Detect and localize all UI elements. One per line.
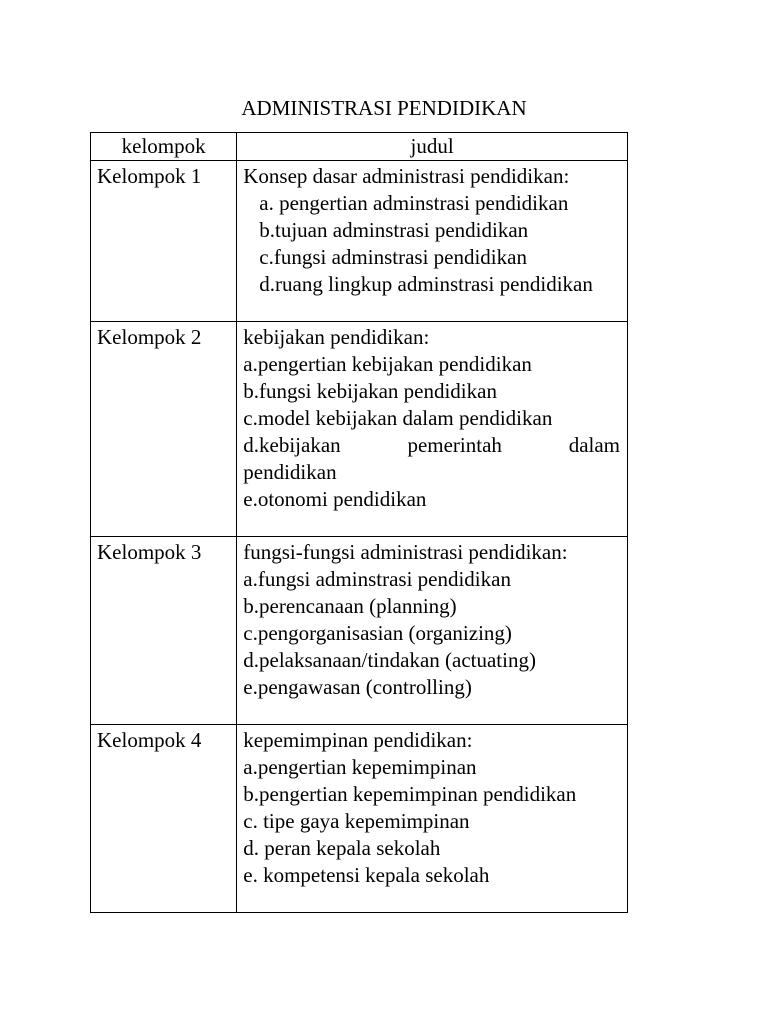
group-name-cell: Kelompok 2: [91, 322, 237, 537]
table-row: [91, 725, 628, 913]
topic-heading: Konsep dasar administrasi pendidikan:: [243, 164, 570, 188]
document-title: ADMINISTRASI PENDIDIKAN: [241, 96, 527, 120]
topic-item: b.tujuan adminstrasi pendidikan: [259, 218, 529, 242]
topic-heading: kebijakan pendidikan:: [243, 325, 430, 349]
table-row: [91, 161, 628, 322]
group-name-cell: Kelompok 4: [91, 725, 237, 913]
topic-item: a. pengertian adminstrasi pendidikan: [259, 191, 569, 215]
topic-item: e.pengawasan (controlling): [243, 675, 472, 699]
topic-item: b.perencanaan (planning): [243, 594, 457, 618]
topic-item-justified: [243, 432, 620, 459]
topic-item: b.fungsi kebijakan pendidikan: [243, 379, 497, 403]
topic-item: d. peran kepala sekolah: [243, 836, 441, 860]
justified-word: d.kebijakan: [243, 433, 341, 457]
group-name-cell: Kelompok 1: [91, 161, 237, 322]
topic-item: a.pengertian kepemimpinan: [243, 755, 477, 779]
topic-item-continuation: pendidikan: [243, 460, 337, 484]
topic-item: a.pengertian kebijakan pendidikan: [243, 352, 532, 376]
table-row: [91, 322, 628, 537]
topic-item: e. kompetensi kepala sekolah: [243, 863, 490, 887]
topic-item: c.pengorganisasian (organizing): [243, 621, 512, 645]
topic-cell: [237, 322, 628, 537]
justified-word: dalam: [568, 433, 620, 457]
group-topic-table: [90, 132, 628, 913]
topic-item: c.fungsi adminstrasi pendidikan: [259, 245, 527, 269]
topic-item: d.pelaksanaan/tindakan (actuating): [243, 648, 536, 672]
topic-heading: kepemimpinan pendidikan:: [243, 728, 473, 752]
topic-cell: [237, 537, 628, 725]
topic-item: a.fungsi adminstrasi pendidikan: [243, 567, 511, 591]
table-row: [91, 537, 628, 725]
table-header-row: [91, 133, 628, 161]
topic-cell: [237, 725, 628, 913]
justified-word: pemerintah: [407, 433, 502, 457]
group-name-cell: Kelompok 3: [91, 537, 237, 725]
topic-heading: fungsi-fungsi administrasi pendidikan:: [243, 540, 568, 564]
topic-item: c. tipe gaya kepemimpinan: [243, 809, 470, 833]
header-kelompok: kelompok: [91, 133, 237, 161]
topic-cell: [237, 161, 628, 322]
topic-item: e.otonomi pendidikan: [243, 487, 427, 511]
topic-item: c.model kebijakan dalam pendidikan: [243, 406, 553, 430]
topic-item: b.pengertian kepemimpinan pendidikan: [243, 782, 577, 806]
header-judul: judul: [237, 133, 628, 161]
topic-item: d.ruang lingkup adminstrasi pendidikan: [259, 272, 593, 296]
